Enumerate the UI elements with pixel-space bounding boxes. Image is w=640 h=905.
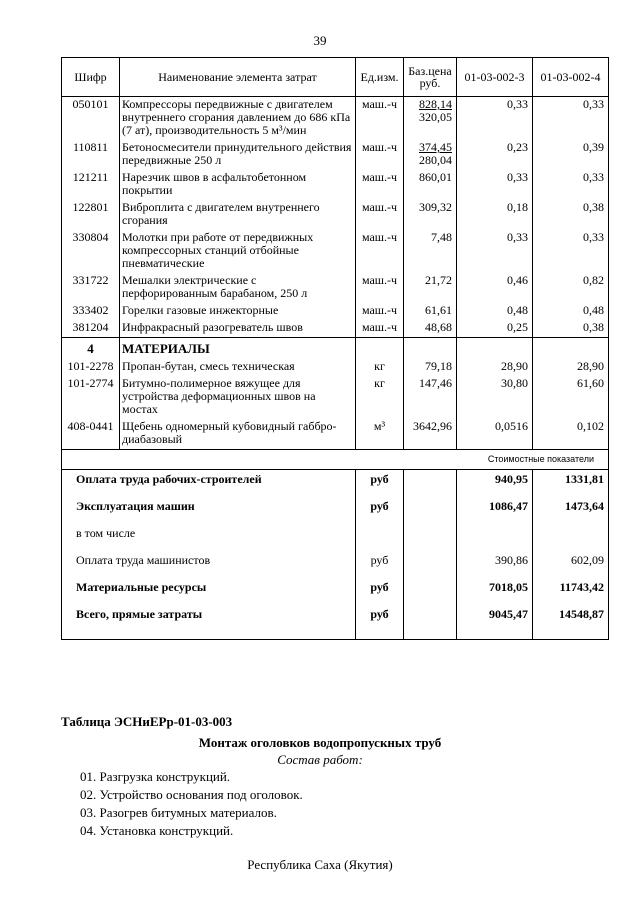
cost-empty	[404, 605, 457, 640]
cost-label: Материальные ресурсы	[62, 578, 356, 605]
row-name: Инфракрасный разогреватель швов	[120, 320, 356, 338]
row-value-2: 0,33	[533, 97, 609, 141]
header-price: Баз.цена руб.	[404, 58, 457, 97]
row-code: 333402	[62, 303, 120, 320]
cost-label: Эксплуатация машин	[62, 497, 356, 524]
cost-empty	[404, 497, 457, 524]
row-value-1: 0,25	[457, 320, 533, 338]
row-value-1: 0,18	[457, 200, 533, 230]
section-empty-v1	[457, 338, 533, 360]
table-row	[62, 303, 609, 320]
works-list	[80, 768, 303, 840]
next-table-subheading: Состав работ:	[277, 752, 363, 767]
row-unit: кг	[356, 359, 404, 376]
cost-value-1: 1086,47	[457, 497, 533, 524]
row-value-1: 0,0516	[457, 419, 533, 450]
row-name: Бетоносмесители принудительного действия передвижные 250 л	[120, 140, 356, 170]
cost-row	[62, 578, 609, 605]
row-price-secondary: 320,05	[419, 110, 452, 124]
row-value-1: 28,90	[457, 359, 533, 376]
cost-value-2: 14548,87	[533, 605, 609, 640]
next-table-title: Таблица ЭСНиЕРр-01-03-003	[61, 714, 233, 729]
section-row-materials	[62, 338, 609, 360]
row-unit: маш.-ч	[356, 170, 404, 200]
row-unit: м³	[356, 419, 404, 450]
works-item: 03. Разогрев битумных материалов.	[80, 805, 277, 820]
cost-unit: руб	[356, 470, 404, 498]
row-value-2: 0,48	[533, 303, 609, 320]
row-price: 79,18	[404, 359, 457, 376]
works-item: 01. Разгрузка конструкций.	[80, 769, 231, 784]
table-row	[62, 320, 609, 338]
row-unit: маш.-ч	[356, 320, 404, 338]
row-value-2: 0,39	[533, 140, 609, 170]
row-unit: маш.-ч	[356, 230, 404, 273]
cost-empty	[404, 524, 457, 551]
row-code: 101-2278	[62, 359, 120, 376]
row-price: 48,68	[404, 320, 457, 338]
cost-unit: руб	[356, 605, 404, 640]
row-price: 7,48	[404, 230, 457, 273]
cost-unit: руб	[356, 578, 404, 605]
cost-value-1: 940,95	[457, 470, 533, 498]
row-value-2: 61,60	[533, 376, 609, 419]
cost-value-1: 7018,05	[457, 578, 533, 605]
cost-value-2: 602,09	[533, 551, 609, 578]
row-code: 408-0441	[62, 419, 120, 450]
cost-label: Оплата труда рабочих-строителей	[62, 470, 356, 498]
section-code: 4	[62, 338, 120, 360]
row-price: 21,72	[404, 273, 457, 303]
cost-row	[62, 605, 609, 640]
row-name: Мешалки электрические с перфорированным барабаном, 250 л	[120, 273, 356, 303]
row-name: Битумно-полимерное вяжущее для устройства деформационных швов на мостах	[120, 376, 356, 419]
cost-value-2: 1473,64	[533, 497, 609, 524]
table-row	[62, 419, 609, 450]
row-price: 3642,96	[404, 419, 457, 450]
cost-value-1	[457, 524, 533, 551]
cost-value-1: 390,86	[457, 551, 533, 578]
header-col2: 01-03-002-4	[533, 58, 609, 97]
row-name: Нарезчик швов в асфальтобетонном покрытии	[120, 170, 356, 200]
row-value-1: 0,33	[457, 230, 533, 273]
row-code: 330804	[62, 230, 120, 273]
cost-unit: руб	[356, 551, 404, 578]
section-title: МАТЕРИАЛЫ	[120, 338, 356, 360]
resources-table	[61, 57, 609, 640]
row-code: 121211	[62, 170, 120, 200]
row-value-1: 0,33	[457, 170, 533, 200]
row-price-secondary: 280,04	[419, 153, 452, 167]
row-unit: маш.-ч	[356, 303, 404, 320]
table-row	[62, 376, 609, 419]
row-unit: кг	[356, 376, 404, 419]
row-value-2: 0,82	[533, 273, 609, 303]
cost-value-1: 9045,47	[457, 605, 533, 640]
section-empty-v2	[533, 338, 609, 360]
row-price: 309,32	[404, 200, 457, 230]
row-price	[404, 97, 457, 141]
row-code: 122801	[62, 200, 120, 230]
row-price-main: 374,45	[419, 140, 452, 154]
row-code: 110811	[62, 140, 120, 170]
row-name: Молотки при работе от передвижных компрессорных станций отбойные пневматические	[120, 230, 356, 273]
table-row	[62, 170, 609, 200]
works-item: 02. Устройство основания под оголовок.	[80, 787, 303, 802]
row-name: Виброплита с двигателем внутреннего сгорания	[120, 200, 356, 230]
row-value-1: 0,46	[457, 273, 533, 303]
row-value-1: 0,48	[457, 303, 533, 320]
row-code: 331722	[62, 273, 120, 303]
cost-value-2: 1331,81	[533, 470, 609, 498]
row-price: 147,46	[404, 376, 457, 419]
row-code: 381204	[62, 320, 120, 338]
next-table-heading: Монтаж оголовков водопропускных труб	[198, 735, 442, 750]
table-row	[62, 200, 609, 230]
section-empty-price	[404, 338, 457, 360]
cost-unit: руб	[356, 497, 404, 524]
cost-value-2: 11743,42	[533, 578, 609, 605]
row-value-1: 0,33	[457, 97, 533, 141]
cost-label: Оплата труда машинистов	[62, 551, 356, 578]
cost-empty	[404, 551, 457, 578]
row-name: Горелки газовые инжекторные	[120, 303, 356, 320]
cost-row	[62, 524, 609, 551]
row-unit: маш.-ч	[356, 97, 404, 141]
table-row	[62, 230, 609, 273]
row-value-1: 30,80	[457, 376, 533, 419]
row-price	[404, 140, 457, 170]
table-row	[62, 140, 609, 170]
header-name: Наименование элемента затрат	[120, 58, 356, 97]
table-row	[62, 97, 609, 141]
page-footer: Республика Саха (Якутия)	[247, 857, 393, 872]
row-name: Пропан-бутан, смесь техническая	[120, 359, 356, 376]
cost-row	[62, 551, 609, 578]
row-price-main: 828,14	[419, 97, 452, 111]
cost-label: Всего, прямые затраты	[62, 605, 356, 640]
table-row	[62, 273, 609, 303]
cost-value-2	[533, 524, 609, 551]
row-value-2: 0,33	[533, 230, 609, 273]
section-empty-unit	[356, 338, 404, 360]
row-value-2: 0,102	[533, 419, 609, 450]
row-name: Компрессоры передвижные с двигателем внутреннего сгорания давлением до 686 кПа (7 ат), производительность 5 м³/мин	[120, 97, 356, 141]
header-code: Шифр	[62, 58, 120, 97]
row-value-2: 0,38	[533, 200, 609, 230]
cost-indicators-header-row	[62, 450, 609, 470]
works-item: 04. Установка конструкций.	[80, 823, 234, 838]
cost-unit	[356, 524, 404, 551]
row-price: 860,01	[404, 170, 457, 200]
row-value-2: 28,90	[533, 359, 609, 376]
header-unit: Ед.изм.	[356, 58, 404, 97]
cost-empty	[404, 470, 457, 498]
table-row	[62, 359, 609, 376]
row-code: 050101	[62, 97, 120, 141]
page-number: 39	[313, 33, 327, 48]
row-value-2: 0,33	[533, 170, 609, 200]
cost-row	[62, 470, 609, 498]
cost-label: в том числе	[62, 524, 356, 551]
cost-empty	[404, 578, 457, 605]
row-code: 101-2774	[62, 376, 120, 419]
row-name: Щебень одномерный кубовидный габбро-диабазовый	[120, 419, 356, 450]
row-unit: маш.-ч	[356, 273, 404, 303]
cost-indicators-header: Стоимостные показатели	[62, 450, 609, 470]
row-value-1: 0,23	[457, 140, 533, 170]
cost-row	[62, 497, 609, 524]
row-unit: маш.-ч	[356, 200, 404, 230]
table-header-row	[62, 58, 609, 97]
row-unit: маш.-ч	[356, 140, 404, 170]
header-col1: 01-03-002-3	[457, 58, 533, 97]
row-price: 61,61	[404, 303, 457, 320]
row-value-2: 0,38	[533, 320, 609, 338]
